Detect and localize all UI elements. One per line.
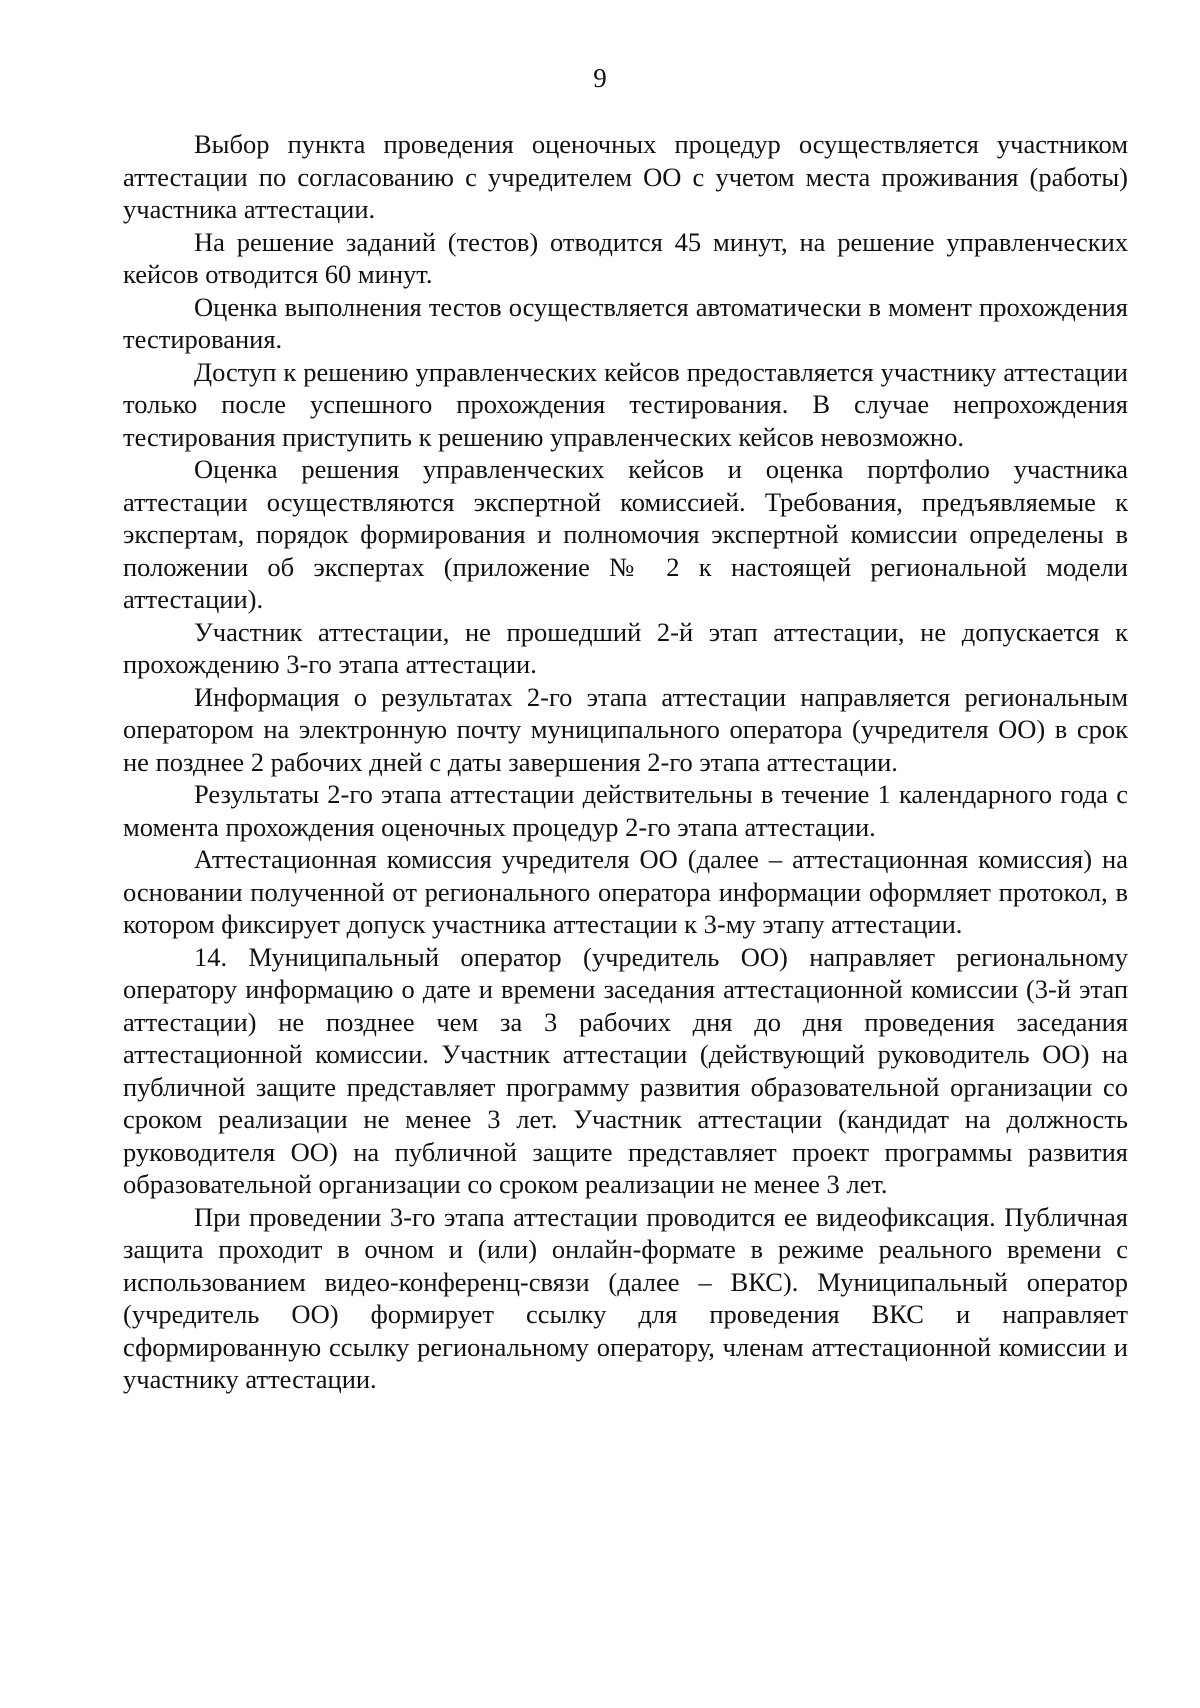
- paragraph-attestation-commission: Аттестационная комиссия учредителя ОО (далее – аттестационная комиссия) на основании полученной от регионального оператора информации оформляет протокол, в котором фиксирует допуск участника аттестации к 3-му этапу аттестации.: [123, 844, 1128, 939]
- document-body: [123, 128, 1128, 1396]
- paragraph-video-recording: При проведении 3-го этапа аттестации проводится ее видеофиксация. Публичная защита проходит в очном и (или) онлайн-формате в режиме реального времени с использованием видео-конференц-связи (далее – ВКС). Муниципальный оператор (учредитель ОО) формирует ссылку для проведения ВКС и направляет сформированную ссылку региональному оператору, членам аттестационной комиссии и участнику аттестации.: [123, 1201, 1128, 1394]
- paragraph-item-14: 14. Муниципальный оператор (учредитель ОО) направляет региональному оператору информацию о дате и времени заседания аттестационной комиссии (3-й этап аттестации) не позднее чем за 3 рабочих дня до дня проведения заседания аттестационной комиссии. Участник аттестации (действующий руководитель ОО) на публичной защите представляет программу развития образовательной организации со сроком реализации не менее 3 лет. Участник аттестации (кандидат на должность руководителя ОО) на публичной защите представляет проект программы развития образовательной организации со сроком реализации не менее 3 лет.: [123, 941, 1128, 1199]
- paragraph-results-notification: Информация о результатах 2-го этапа аттестации направляется региональным оператором на электронную почту муниципального оператора (учредителя ОО) в срок не позднее 2 рабочих дней с даты завершения 2-го этапа аттестации.: [123, 681, 1128, 777]
- paragraph-results-validity: Результаты 2-го этапа аттестации действительны в течение 1 календарного года с момента прохождения оценочных процедур 2-го этапа аттестации.: [123, 779, 1128, 842]
- paragraph-case-access: Доступ к решению управленческих кейсов предоставляется участнику аттестации только после успешного прохождения тестирования. В случае непрохождения тестирования приступить к решению управленческих кейсов невозможно.: [123, 356, 1128, 452]
- paragraph-time-limits: На решение заданий (тестов) отводится 45 минут, на решение управленческих кейсов отводится 60 минут.: [123, 226, 1128, 289]
- page-number: 9: [593, 63, 607, 93]
- paragraph-admission-stage-3: Участник аттестации, не прошедший 2-й этап аттестации, не допускается к прохождению 3-го этапа аттестации.: [123, 616, 1128, 679]
- paragraph-test-evaluation: Оценка выполнения тестов осуществляется автоматически в момент прохождения тестирования.: [123, 291, 1128, 354]
- paragraph-venue-choice: Выбор пункта проведения оценочных процедур осуществляется участником аттестации по согласованию с учредителем ОО с учетом места проживания (работы) участника аттестации.: [123, 129, 1128, 224]
- paragraph-expert-commission: Оценка решения управленческих кейсов и оценка портфолио участника аттестации осуществляются экспертной комиссией. Требования, предъявляемые к экспертам, порядок формирования и полномочия экспертной комиссии определены в положении об экспертах (приложение № 2 к настоящей региональной модели аттестации).: [123, 454, 1128, 614]
